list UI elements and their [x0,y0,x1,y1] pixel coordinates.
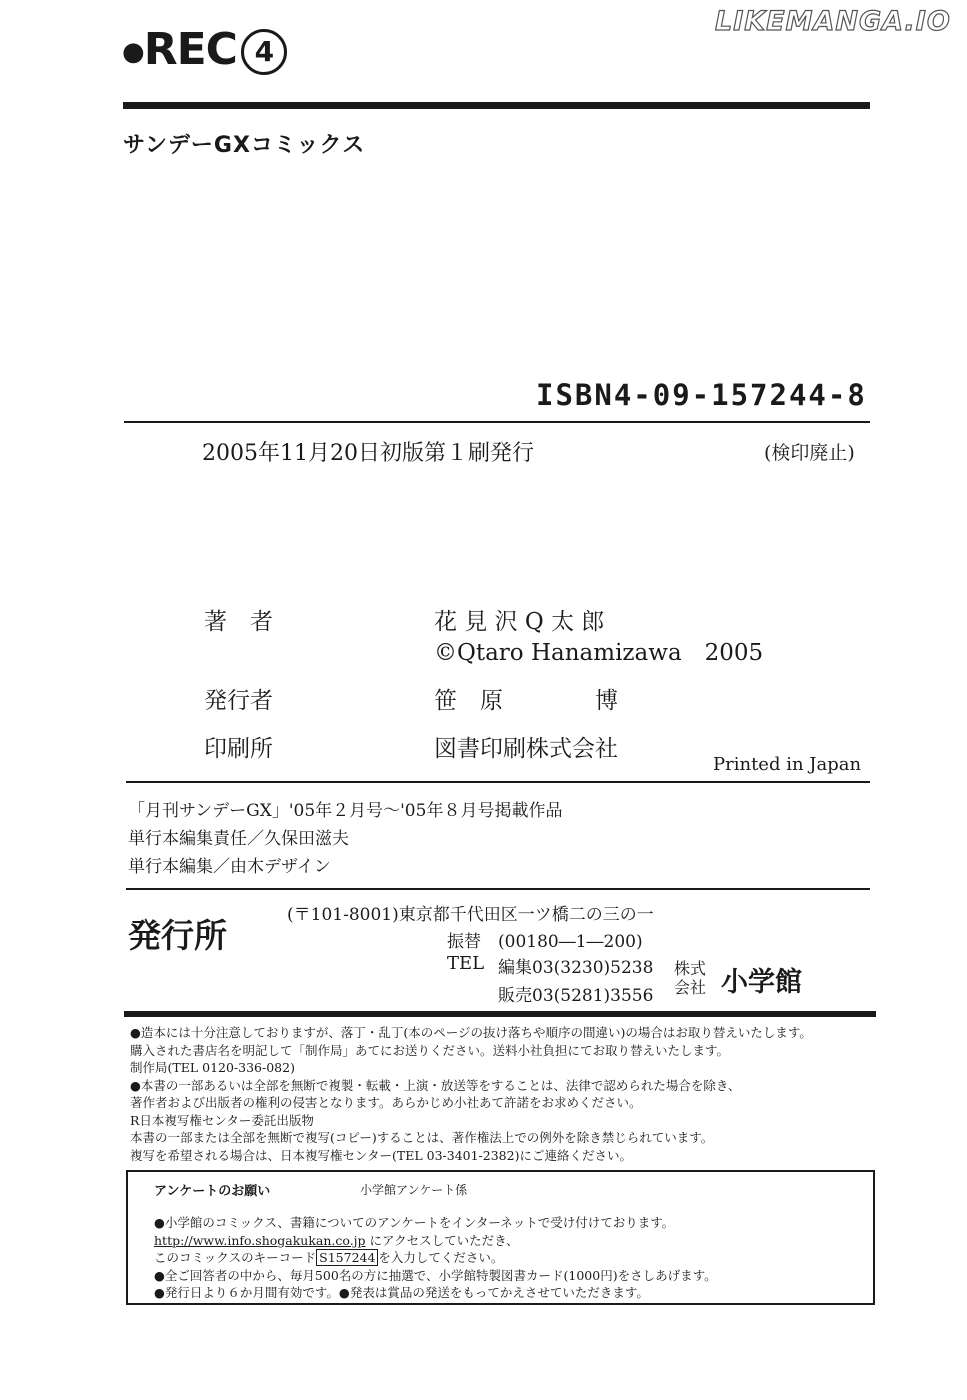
survey-code-suffix: を入力してください。 [378,1250,504,1265]
survey-url-link[interactable]: http://www.info.shogakukan.co.jp [154,1232,366,1248]
volume-number: 4 [241,29,287,75]
serialization-line: 単行本編集／由木デザイン [128,857,331,877]
tel-sales: 販売03(5281)3556 [498,986,654,1006]
survey-box [126,1170,875,1305]
serialization-line: 「月刊サンデーGX」'05年２月号～'05年８月号掲載作品 [128,801,563,821]
credits-rule [126,781,870,783]
notices-block [130,1024,812,1164]
edition-note: (検印廃止) [764,442,855,464]
survey-line [154,1232,717,1250]
office-furikae: 振替 (00180―1―200) [447,932,643,952]
notice-line: 本書の一部または全部を無断で複写(コピー)することは、著作権法上での例外を除き禁じられています。 [130,1130,714,1145]
survey-url-suffix: にアクセスしていただき、 [369,1232,519,1248]
serialization-line: 単行本編集責任／久保田滋夫 [128,829,349,849]
printed-in: Printed in Japan [713,754,862,775]
survey-line [154,1249,717,1267]
survey-dept: 小学館アンケート係 [360,1183,468,1197]
office-label: 発行所 [128,916,227,955]
company-type [674,959,706,997]
survey-keycode: S157244 [316,1249,378,1266]
notice-line: R日本複写権センター委託出版物 [130,1112,314,1128]
header-rule [123,102,870,109]
notice-line: ●本書の一部あるいは全部を無断で複製・転載・上演・放送等をすることは、法律で認められた場合を除き、 [130,1077,741,1093]
tel-label: TEL [447,953,485,974]
survey-line: ●小学館のコミックス、書籍についてのアンケートをインターネットで受け付けております。 [154,1215,675,1230]
author-name: 花 見 沢 Q 太 郎 [434,609,605,635]
title-text: REC [143,24,237,75]
bullet-icon: ● [122,37,144,67]
notice-line: ●造本には十分注意しておりますが、落丁・乱丁(本のページの抜け落ちや順序の間違い)の場合はお取り替えいたします。 [130,1025,812,1040]
publisher-name: 笹 原 博 [434,688,618,714]
survey-body [154,1214,717,1302]
serialization-rule [126,888,870,890]
isbn: ISBN4-09-157244-8 [536,378,867,412]
tel-edit: 編集03(3230)5238 [498,958,654,978]
office-rule [124,1011,876,1017]
survey-title: アンケートのお願い [154,1184,271,1199]
notice-line: 複写を希望される場合は、日本複写権センター(TEL 03-3401-2382)にご連絡ください。 [130,1147,632,1163]
survey-line: ●全ご回答者の中から、毎月500名の方に抽選で、小学館特製図書カード(1000円)をさしあげます。 [154,1267,717,1283]
publisher-label: 発行者 [204,688,273,714]
notice-line: 著作者および出版者の権利の侵害となります。あらかじめ小社あて許諾をお求めください。 [130,1095,642,1110]
printer-label: 印刷所 [204,736,273,762]
office-address: (〒101-8001)東京都千代田区一ツ橋二の三の一 [287,905,654,925]
company-type-line: 株式 [674,959,707,978]
edition-date: 2005年11月20日初版第１刷発行 [202,441,534,466]
notice-line: 制作局(TEL 0120-336-082) [130,1060,295,1075]
notice-line: 購入された書店名を明記して「制作局」あてにお送りください。送料小社負担にてお取り替えいたします。 [130,1042,730,1058]
watermark-text: LIKEMANGA.IO [715,6,951,37]
survey-code-prefix: このコミックスのキーコード [154,1250,317,1265]
isbn-rule [124,421,870,423]
company-name: 小学館 [721,967,802,998]
author-label: 著 者 [204,609,273,635]
copyright-line: ©Qtaro Hanamizawa 2005 [434,640,764,666]
company-type-line: 会社 [674,978,707,997]
printer-name: 図書印刷株式会社 [434,736,618,762]
survey-line: ●発行日より６か月間有効です。●発表は賞品の発送をもってかえさせていただきます。 [154,1285,649,1300]
imprint-label: サンデーGXコミックス [123,133,366,158]
book-title [122,24,287,75]
serialization-block [128,797,562,881]
